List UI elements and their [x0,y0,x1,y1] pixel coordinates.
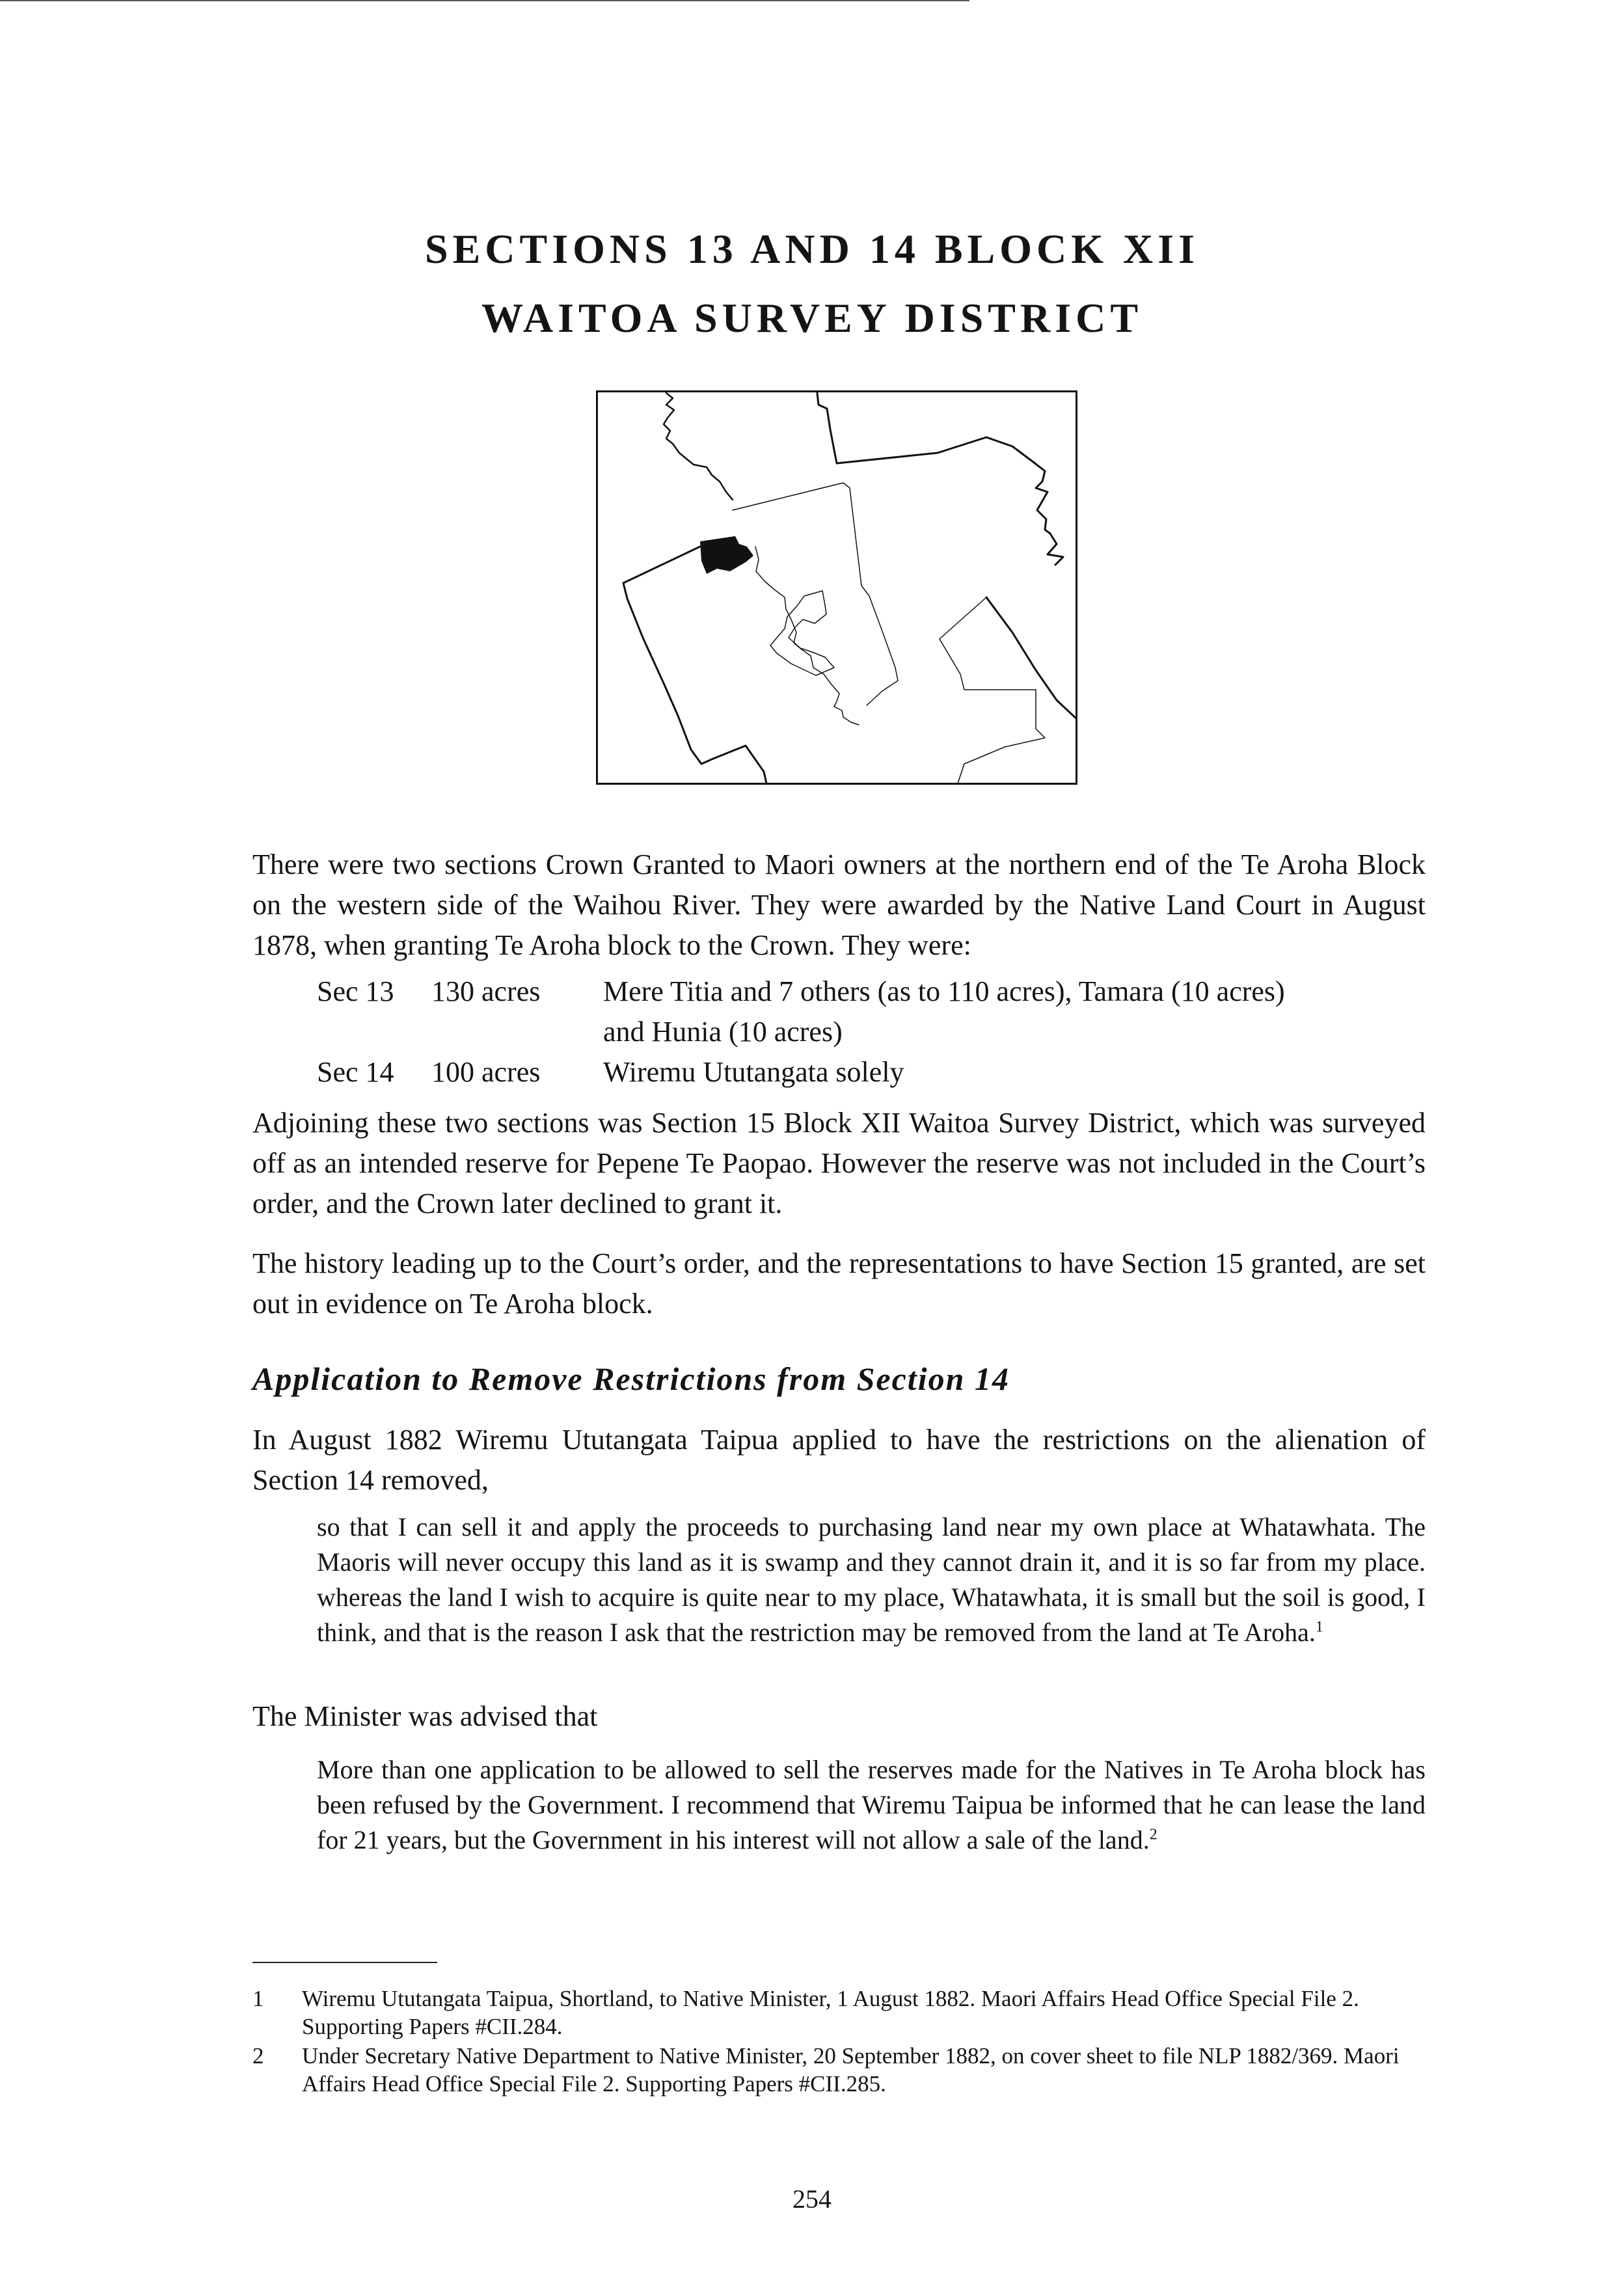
intro-paragraph: There were two sections Crown Granted to Maori owners at the northern end of the Te Aroha Block on the western side of the Waihou River. They were awarded by the Native Land Court in August 1878, when granting Te Aroha block to the Crown. They were: [252,848,1426,961]
section-13-owners: Mere Titia and 7 others (as to 110 acres), Tamara (10 acres) [603,975,1285,1007]
section-13-owners-cont: and Hunia (10 acres) [603,1016,843,1048]
location-map [596,390,1077,785]
section-14-owners: Wiremu Ututangata solely [603,1056,904,1088]
page-number: 254 [792,2184,832,2214]
section-13-area: 130 acres [431,975,541,1007]
section-heading: Application to Remove Restrictions from Section 14 [252,1361,1010,1397]
page-title [0,215,1624,353]
footnote-rule [252,1962,437,1963]
section-13-label: Sec 13 [317,975,394,1007]
footnote-2-number: 2 [252,2043,264,2069]
map-frame [597,392,1077,784]
section-14-area: 100 acres [431,1056,541,1088]
block-quote-1 [317,1510,1426,1650]
minister-paragraph: The Minister was advised that [252,1700,598,1732]
history-paragraph: The history leading up to the Court’s order, and the representations to have Section 15 granted, are set out in evidence on Te Aroha block. [252,1247,1426,1320]
quote-2-text: More than one application to be allowed to sell the reserves made for the Natives in Te Aroha block has been refused by the Government. I recommend that Wiremu Taipua be informed that he can lease the land for 21 years, but the Government in his interest will not allow a sale of the land. [317,1755,1426,1854]
footnote-2-text: Under Secretary Native Department to Native Minister, 20 September 1882, on cover sheet to file NLP 1882/369. Maori Affairs Head Office Special File 2. Supporting Papers #CII.285. [302,2043,1400,2097]
footnote-1-number: 1 [252,1986,264,2011]
footnote-1-text: Wiremu Ututangata Taipua, Shortland, to Native Minister, 1 August 1882. Maori Affairs Head Office Special File 2. Supporting Papers #CII.284. [302,1986,1359,2039]
footnote-ref-1[interactable]: 1 [1315,1618,1323,1636]
block-quote-2 [317,1752,1426,1858]
application-paragraph: In August 1882 Wiremu Ututangata Taipua applied to have the restrictions on the alienation of Section 14 removed, [252,1424,1426,1496]
scan-edge-line [0,0,969,1]
title-line-2: WAITOA SURVEY DISTRICT [481,295,1143,341]
quote-1-text: so that I can sell it and apply the proceeds to purchasing land near my own place at Whatawhata. The Maoris will never occupy this land as it is swamp and they cannot drain it, and it is so far from my place. whereas the land I wish to acquire is quite near to my place, Whatawhata, it is small but the soil is good, I think, and that is the reason I ask that the restriction may be removed from the land at Te Aroha. [317,1512,1426,1647]
section-14-label: Sec 14 [317,1056,394,1088]
adjoining-paragraph: Adjoining these two sections was Section 15 Block XII Waitoa Survey District, which was surveyed off as an intended reserve for Pepene Te Paopao. However the reserve was not included in the Court’s order, and the Crown later declined to grant it. [252,1107,1426,1219]
title-line-1: SECTIONS 13 AND 14 BLOCK XII [425,226,1199,272]
footnote-ref-2[interactable]: 2 [1149,1826,1157,1843]
